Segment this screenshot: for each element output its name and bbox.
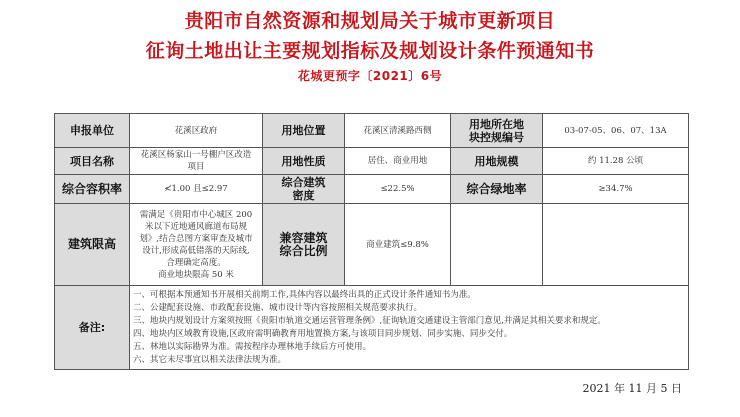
note-item: 三、地块内规划设计方案须按照《贵阳市轨道交通运营管理条例》,征询轨道交通建设主管部门意见,并满足其相关要求和规定。 <box>133 315 606 326</box>
empty-cell <box>543 204 689 286</box>
location-label: 用地位置 <box>263 114 345 148</box>
block-number-value: 03-07-05、06、07、13A <box>543 114 689 148</box>
height-value <box>130 204 263 286</box>
table-row <box>55 286 689 370</box>
density-label-line: 综合建筑 <box>281 176 326 189</box>
location-value: 花溪区清溪路西侧 <box>345 114 451 148</box>
title-line-1: 贵阳市自然资源和规划局关于城市更新项目 <box>184 10 556 32</box>
nature-label: 用地性质 <box>263 148 345 175</box>
title-line-2: 征询土地出让主要规划指标及规划设计条件预通知书 <box>145 40 595 62</box>
green-value: ≥34.7% <box>543 175 689 204</box>
empty-cell <box>451 204 543 286</box>
mix-value: 商业建筑≤9.8% <box>345 204 451 286</box>
notes-label: 备注: <box>55 286 130 370</box>
mix-label-line: 综合比例 <box>279 243 328 258</box>
far-value: ≮1.00 且≤2.97 <box>130 175 263 204</box>
density-label <box>263 175 345 204</box>
note-item: 五、林地以实际勘界为准。需按程序办理林地手续后方可使用。 <box>133 341 372 352</box>
issue-date: 2021 年 11 月 5 日 <box>582 382 682 395</box>
scale-value: 约 11.28 公顷 <box>543 148 689 175</box>
applicant-label: 申报单位 <box>55 114 130 148</box>
note-item: 六、其它未尽事宜以相关法律法规为准。 <box>133 354 287 365</box>
density-label-line: 密度 <box>292 189 315 202</box>
table-row <box>55 204 689 286</box>
far-label: 综合容积率 <box>55 175 130 204</box>
planning-conditions-table <box>54 113 689 370</box>
nature-value: 居住、商业用地 <box>345 148 451 175</box>
height-line: 商业地块限高 50 米 <box>158 269 234 280</box>
note-item: 一、可根据本预通知书开展相关前期工作,具体内容以最终出具的正式设计条件通知书为准。 <box>133 289 476 300</box>
project-value-line: 项目 <box>187 162 205 172</box>
scale-label: 用地规模 <box>451 148 543 175</box>
block-number-label-line: 用地所在地 <box>469 117 524 131</box>
height-line: 米以下近地通风廊道布局规 <box>144 221 247 232</box>
document-number: 花城更预字〔2021〕6号 <box>297 69 443 83</box>
table-row <box>55 114 689 148</box>
mix-label <box>263 204 345 286</box>
applicant-value: 花溪区政府 <box>130 114 263 148</box>
density-value: ≤22.5% <box>345 175 451 204</box>
mix-label-line: 兼容建筑 <box>279 230 328 245</box>
green-label: 综合绿地率 <box>451 175 543 204</box>
table-row <box>55 148 689 175</box>
notes-content <box>130 286 689 370</box>
project-value <box>130 148 263 175</box>
project-value-line: 花溪区杨家山一号棚户区改造 <box>140 150 252 160</box>
height-line: 设计,形成高低错落的天际线, <box>142 245 250 256</box>
block-number-label <box>451 114 543 148</box>
table-row <box>55 175 689 204</box>
height-label: 建筑限高 <box>55 204 130 286</box>
note-item: 二、公建配套设施、市政配套设施、城市设计等内容按照相关规范要求执行。 <box>133 302 423 313</box>
note-item: 四、地块内区域教育设施,区政府需明确教育用地置换方案,与该项目同步规划、同步实施、同步交付。 <box>133 328 513 339</box>
block-number-label-line: 块控规编号 <box>469 130 524 144</box>
project-label: 项目名称 <box>55 148 130 175</box>
height-line: 划》,结合总图方案审查及城市 <box>139 233 253 244</box>
height-line: 需满足《贵阳市中心城区 200 <box>139 209 253 220</box>
height-line: 合理确定高度。 <box>166 257 226 268</box>
